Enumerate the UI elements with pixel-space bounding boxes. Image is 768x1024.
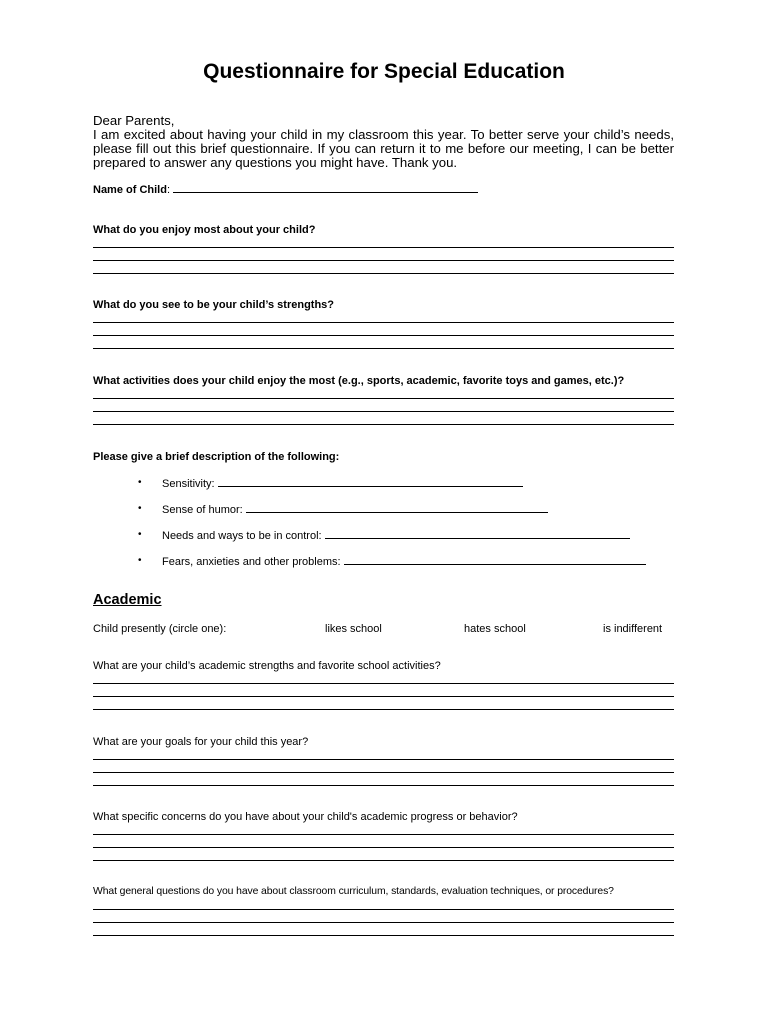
answer-line[interactable] [93,683,674,684]
answer-line[interactable] [93,348,674,349]
fears-field[interactable] [344,555,646,565]
name-of-child-label: Name of Child [93,184,167,196]
control-field[interactable] [325,529,630,539]
item-label: Fears, anxieties and other problems: [162,556,341,568]
question-enjoy-most: What do you enjoy most about your child? [93,224,316,236]
question-general: What general questions do you have about classroom curriculum, standards, evaluation techniques, or procedures? [93,886,614,897]
humor-field[interactable] [246,503,548,513]
answer-line[interactable] [93,909,674,910]
description-prompt: Please give a brief description of the following: [93,451,340,463]
answer-line[interactable] [93,785,674,786]
answer-line[interactable] [93,260,674,261]
question-academic-strengths: What are your child’s academic strengths and favorite school activities? [93,660,441,672]
answer-line[interactable] [93,834,674,835]
item-label: Sense of humor: [162,504,243,516]
answer-line[interactable] [93,847,674,848]
answer-line[interactable] [93,922,674,923]
circle-one-label: Child presently (circle one): [93,623,227,635]
answer-line[interactable] [93,424,674,425]
description-item-humor [162,503,548,516]
option-is-indifferent[interactable]: is indifferent [603,623,663,635]
answer-line[interactable] [93,772,674,773]
intro-paragraph: I am excited about having your child in my classroom this year. To better serve your child’s needs, please fill out this brief questionnaire. If you can return it to me before our meeting, I can be better prepared to answer any questions you might have. Thank you. [93,127,674,170]
description-item-sensitivity [162,477,523,490]
academic-heading: Academic [93,592,162,608]
option-likes-school[interactable]: likes school [325,623,382,635]
bullet-icon: • [138,503,142,514]
question-goals: What are your goals for your child this year? [93,736,309,748]
item-label: Needs and ways to be in control: [162,530,322,542]
bullet-icon: • [138,555,142,566]
page-title: Questionnaire for Special Education [203,60,565,83]
question-strengths: What do you see to be your child’s strengths? [93,299,335,311]
answer-line[interactable] [93,709,674,710]
name-of-child-field[interactable] [173,183,478,193]
question-activities: What activities does your child enjoy the most (e.g., sports, academic, favorite toys and games, etc.)? [93,375,625,387]
description-item-control [162,529,630,542]
name-of-child-row [93,183,478,196]
answer-line[interactable] [93,860,674,861]
option-hates-school[interactable]: hates school [464,623,526,635]
bullet-icon: • [138,529,142,540]
answer-line[interactable] [93,398,674,399]
name-of-child-colon: : [166,184,171,196]
description-item-fears [162,555,646,568]
answer-line[interactable] [93,247,674,248]
answer-line[interactable] [93,935,674,936]
answer-line[interactable] [93,411,674,412]
bullet-icon: • [138,477,142,488]
item-label: Sensitivity: [162,478,215,490]
answer-line[interactable] [93,273,674,274]
answer-line[interactable] [93,322,674,323]
sensitivity-field[interactable] [218,477,523,487]
greeting: Dear Parents, [93,113,175,128]
answer-line[interactable] [93,335,674,336]
answer-line[interactable] [93,696,674,697]
answer-line[interactable] [93,759,674,760]
question-concerns: What specific concerns do you have about your child's academic progress or behavior? [93,811,518,823]
